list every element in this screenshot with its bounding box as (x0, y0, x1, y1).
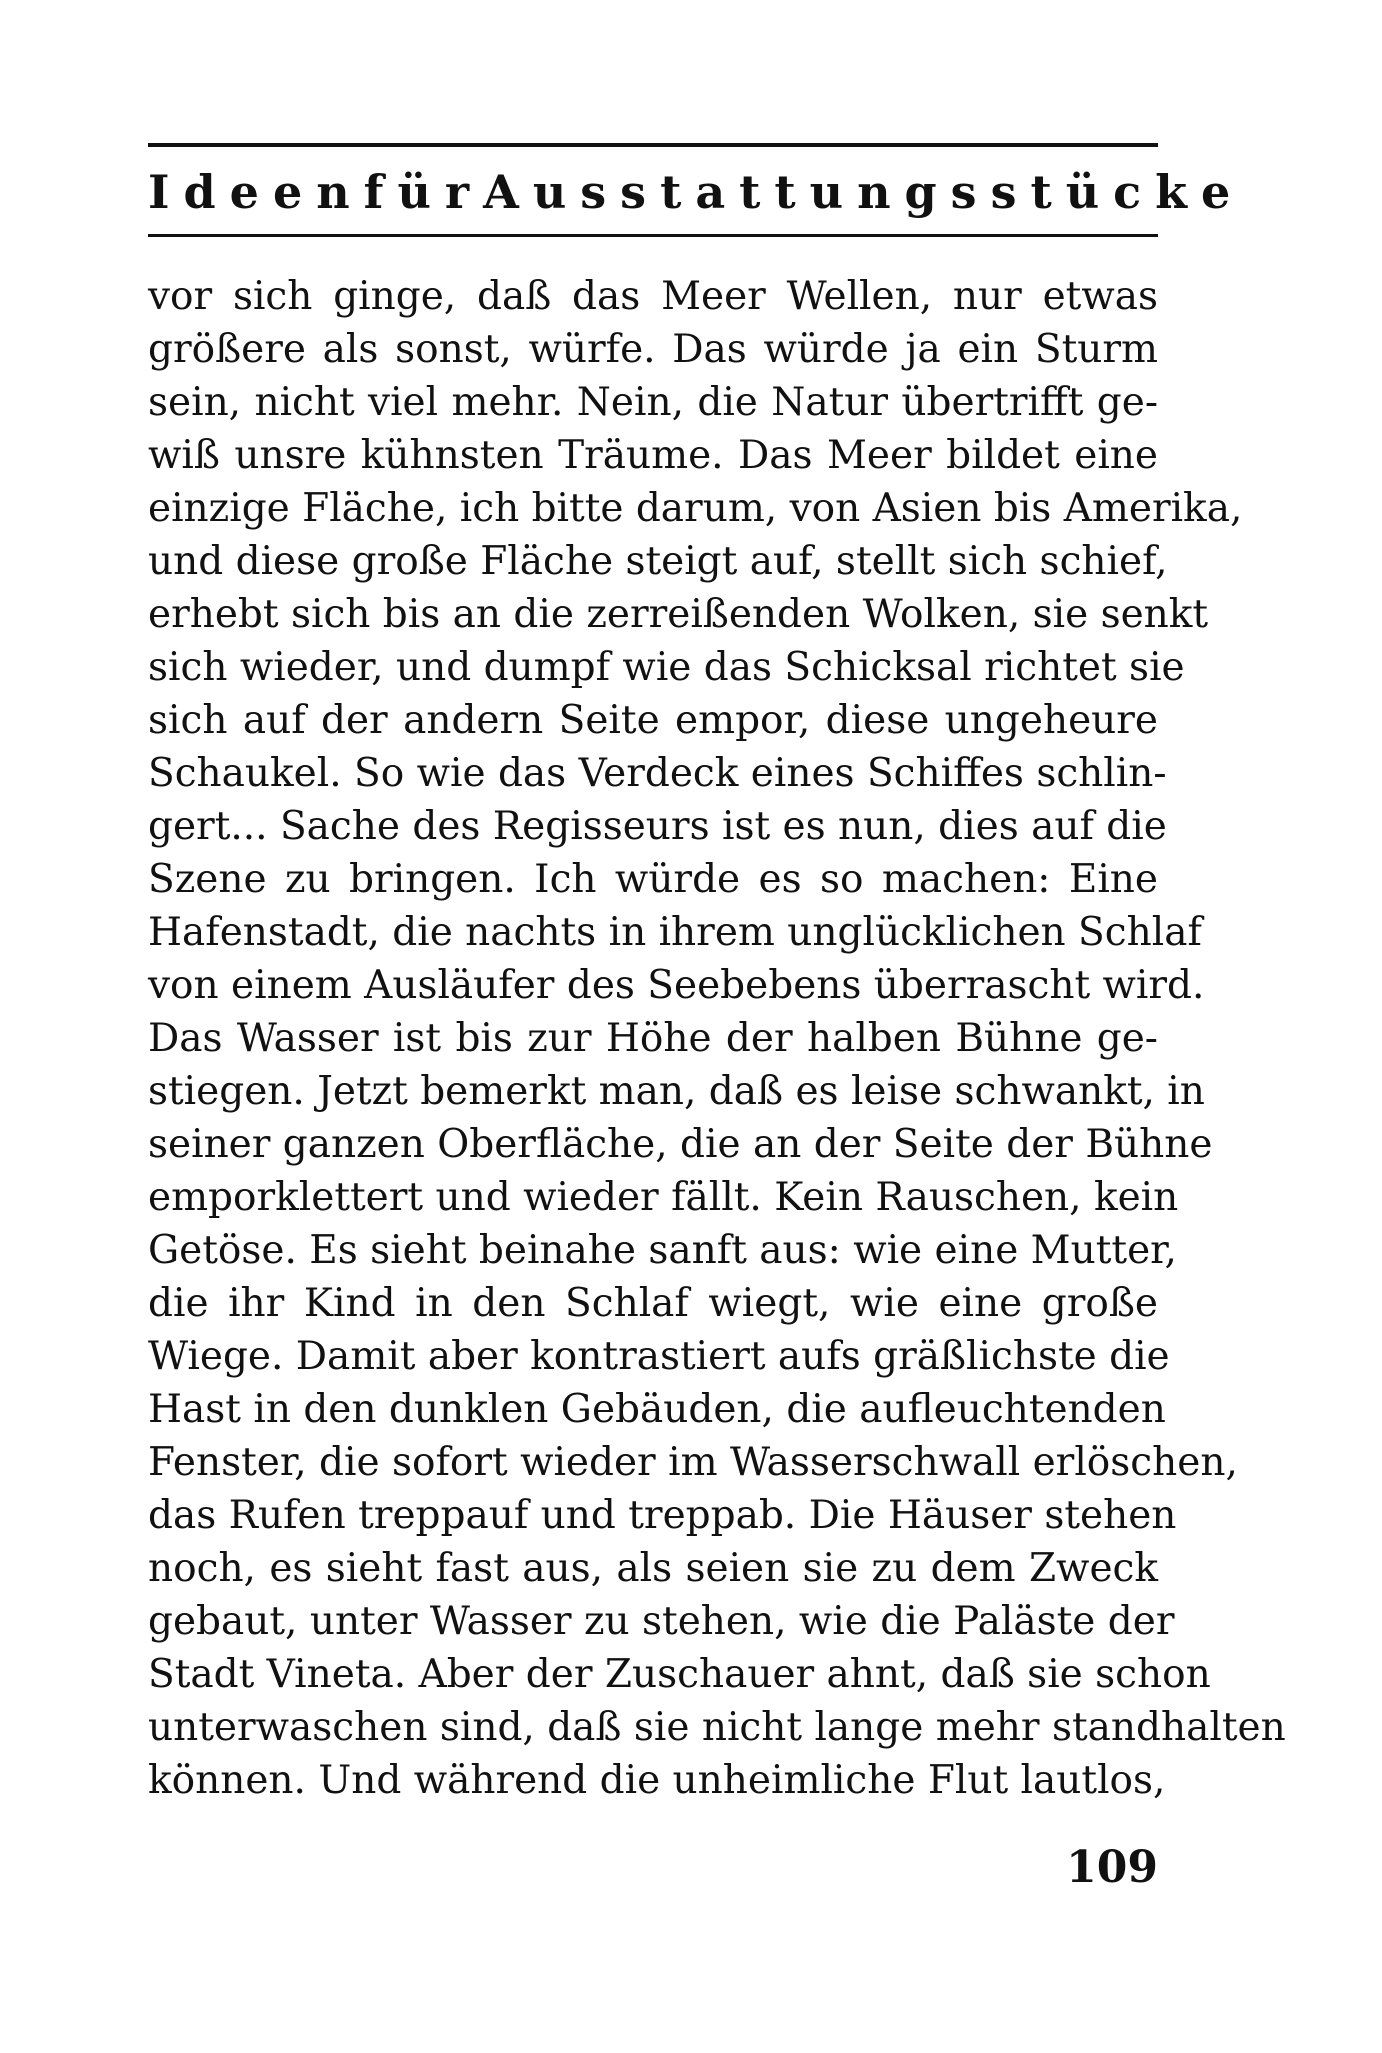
text-line: unterwaschen sind, daß sie nicht lange mehr standhalten (148, 1705, 1286, 1750)
text-line: größere als sonst, würfe. Das würde ja ein Sturm (148, 327, 1158, 372)
text-line: Schaukel. So wie das Verdeck eines Schiffes schlin- (148, 751, 1167, 796)
running-head-word-1: Ideen (148, 165, 364, 219)
running-head-word-3: Ausstattungsstücke (483, 165, 1245, 219)
text-line: wiß unsre kühnsten Träume. Das Meer bildet eine (148, 433, 1158, 478)
text-line: sich auf der andern Seite empor, diese ungeheure (148, 698, 1158, 743)
text-line: Stadt Vineta. Aber der Zuschauer ahnt, daß sie schon (148, 1652, 1211, 1697)
text-line: einzige Fläche, ich bitte darum, von Asien bis Amerika, (148, 486, 1243, 531)
text-line: sein, nicht viel mehr. Nein, die Natur übertrifft ge- (148, 380, 1158, 425)
text-line: seiner ganzen Oberfläche, die an der Seite der Bühne (148, 1122, 1213, 1167)
text-line: Szene zu bringen. Ich würde es so machen: Eine (148, 857, 1158, 902)
text-line: Hast in den dunklen Gebäuden, die aufleuchtenden (148, 1387, 1166, 1432)
text-line: gebaut, unter Wasser zu stehen, wie die Paläste der (148, 1599, 1175, 1644)
text-line: sich wieder, und dumpf wie das Schicksal richtet sie (148, 645, 1185, 690)
running-head-word-2: für (363, 165, 484, 219)
text-line: und diese große Fläche steigt auf, stellt sich schief, (148, 539, 1168, 584)
header-rule-top (148, 143, 1158, 147)
text-line: von einem Ausläufer des Seebebens überrascht wird. (148, 963, 1205, 1008)
text-line: können. Und während die unheimliche Flut lautlos, (148, 1758, 1166, 1803)
text-line: vor sich ginge, daß das Meer Wellen, nur etwas (148, 274, 1158, 319)
text-line: das Rufen treppauf und treppab. Die Häuser stehen (148, 1493, 1177, 1538)
text-line: die ihr Kind in den Schlaf wiegt, wie eine große (148, 1281, 1158, 1326)
text-line: Getöse. Es sieht beinahe sanft aus: wie eine Mutter, (148, 1228, 1177, 1273)
text-line: Fenster, die sofort wieder im Wasserschwall erlöschen, (148, 1440, 1238, 1485)
text-line: emporklettert und wieder fällt. Kein Rauschen, kein (148, 1175, 1179, 1220)
text-line: erhebt sich bis an die zerreißenden Wolken, sie senkt (148, 592, 1209, 637)
header-rule-bottom (148, 234, 1158, 237)
page-number: 109 (1066, 1842, 1158, 1893)
text-line: Das Wasser ist bis zur Höhe der halben Bühne ge- (148, 1016, 1158, 1061)
text-line: noch, es sieht fast aus, als seien sie zu dem Zweck (148, 1546, 1158, 1591)
text-line: Hafenstadt, die nachts in ihrem unglücklichen Schlaf (148, 910, 1202, 955)
text-line: Wiege. Damit aber kontrastiert aufs gräßlichste die (148, 1334, 1170, 1379)
running-head (148, 160, 1245, 224)
text-line: stiegen. Jetzt bemerkt man, daß es leise schwankt, in (148, 1069, 1205, 1114)
text-line: gert... Sache des Regisseurs ist es nun, dies auf die (148, 804, 1167, 849)
body-text (148, 270, 1286, 1807)
